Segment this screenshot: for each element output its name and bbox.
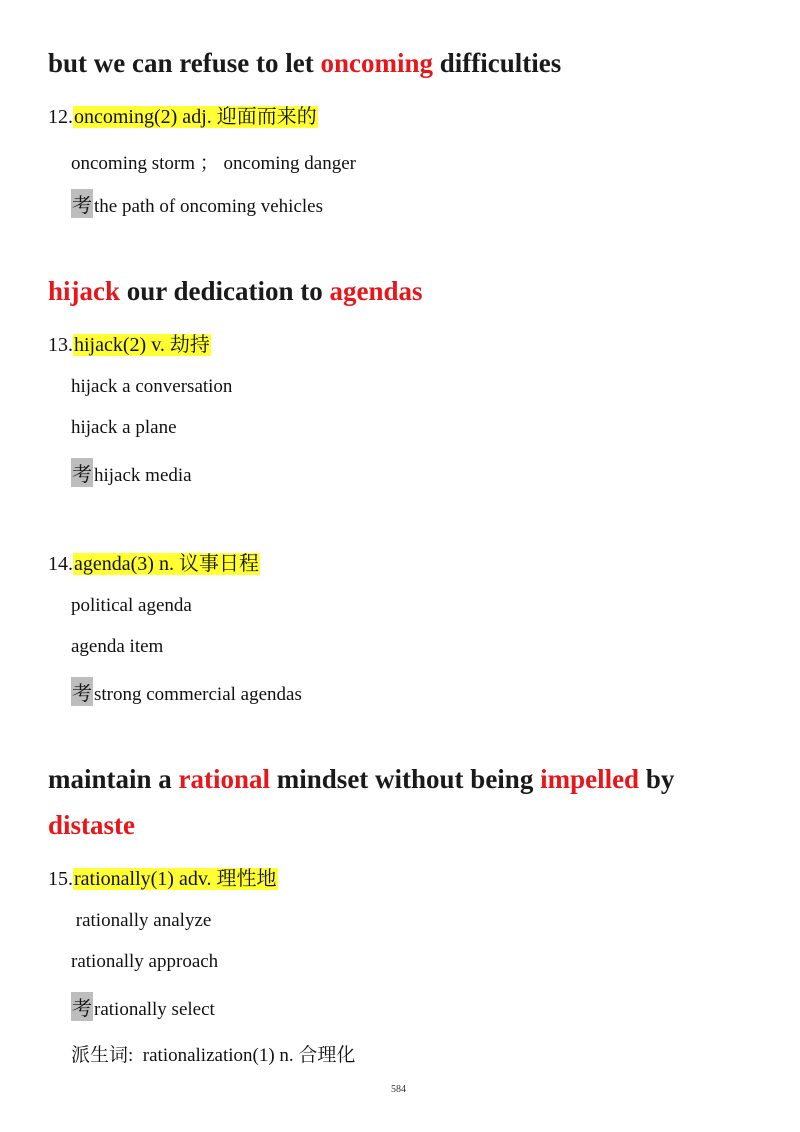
example-line: rationally approach (71, 951, 219, 972)
exam-marker: 考 (71, 677, 93, 706)
entry-number: 12. (48, 106, 73, 128)
vocab-entry-13 (48, 328, 211, 357)
sentence-heading (48, 276, 423, 307)
sentence-heading-continued (48, 810, 135, 841)
derived-word-line: 派生词: rationalization(1) n. 合理化 (71, 1045, 356, 1066)
vocab-entry-14 (48, 547, 260, 576)
entry-number: 15. (48, 868, 73, 890)
sentence-heading (48, 764, 674, 795)
keyword-hijack: hijack (48, 276, 121, 306)
sentence-heading (48, 48, 561, 79)
heading-text: mindset without being (270, 764, 541, 794)
exam-marker: 考 (71, 189, 93, 218)
example-text: rationally select (94, 999, 215, 1020)
keyword-oncoming: oncoming (320, 48, 433, 78)
exam-marker: 考 (71, 992, 93, 1021)
keyword-impelled: impelled (540, 764, 640, 794)
entry-term: hijack(2) v. 劫持 (74, 334, 210, 356)
example-text: the path of oncoming vehicles (94, 196, 323, 217)
exam-example-line (71, 189, 323, 218)
page-number: 584 (391, 1084, 406, 1095)
entry-term: agenda(3) n. 议事日程 (74, 553, 259, 575)
example-text: strong commercial agendas (94, 684, 302, 705)
entry-number: 14. (48, 553, 73, 575)
heading-text: our dedication to (120, 276, 330, 306)
vocab-entry-12 (48, 100, 318, 129)
vocab-entry-15 (48, 862, 278, 891)
example-text: hijack media (94, 465, 192, 486)
exam-marker: 考 (71, 458, 93, 487)
example-line: oncoming storm ； oncoming danger (71, 153, 356, 174)
keyword-agendas: agendas (329, 276, 423, 306)
entry-number: 13. (48, 334, 73, 356)
exam-example-line (71, 458, 192, 487)
heading-text: difficulties (432, 48, 562, 78)
example-line: hijack a conversation (71, 376, 233, 397)
exam-example-line (71, 677, 302, 706)
example-line: rationally analyze (71, 910, 212, 931)
heading-text: but we can refuse to let (48, 48, 321, 78)
entry-term: rationally(1) adv. 理性地 (74, 868, 277, 890)
heading-text: maintain a (48, 764, 179, 794)
example-line: political agenda (71, 595, 192, 616)
heading-text: by (639, 764, 675, 794)
example-line: hijack a plane (71, 417, 177, 438)
entry-term: oncoming(2) adj. 迎面而来的 (74, 106, 317, 128)
keyword-distaste: distaste (48, 810, 135, 840)
keyword-rational: rational (178, 764, 271, 794)
example-line: agenda item (71, 636, 164, 657)
exam-example-line (71, 992, 215, 1021)
